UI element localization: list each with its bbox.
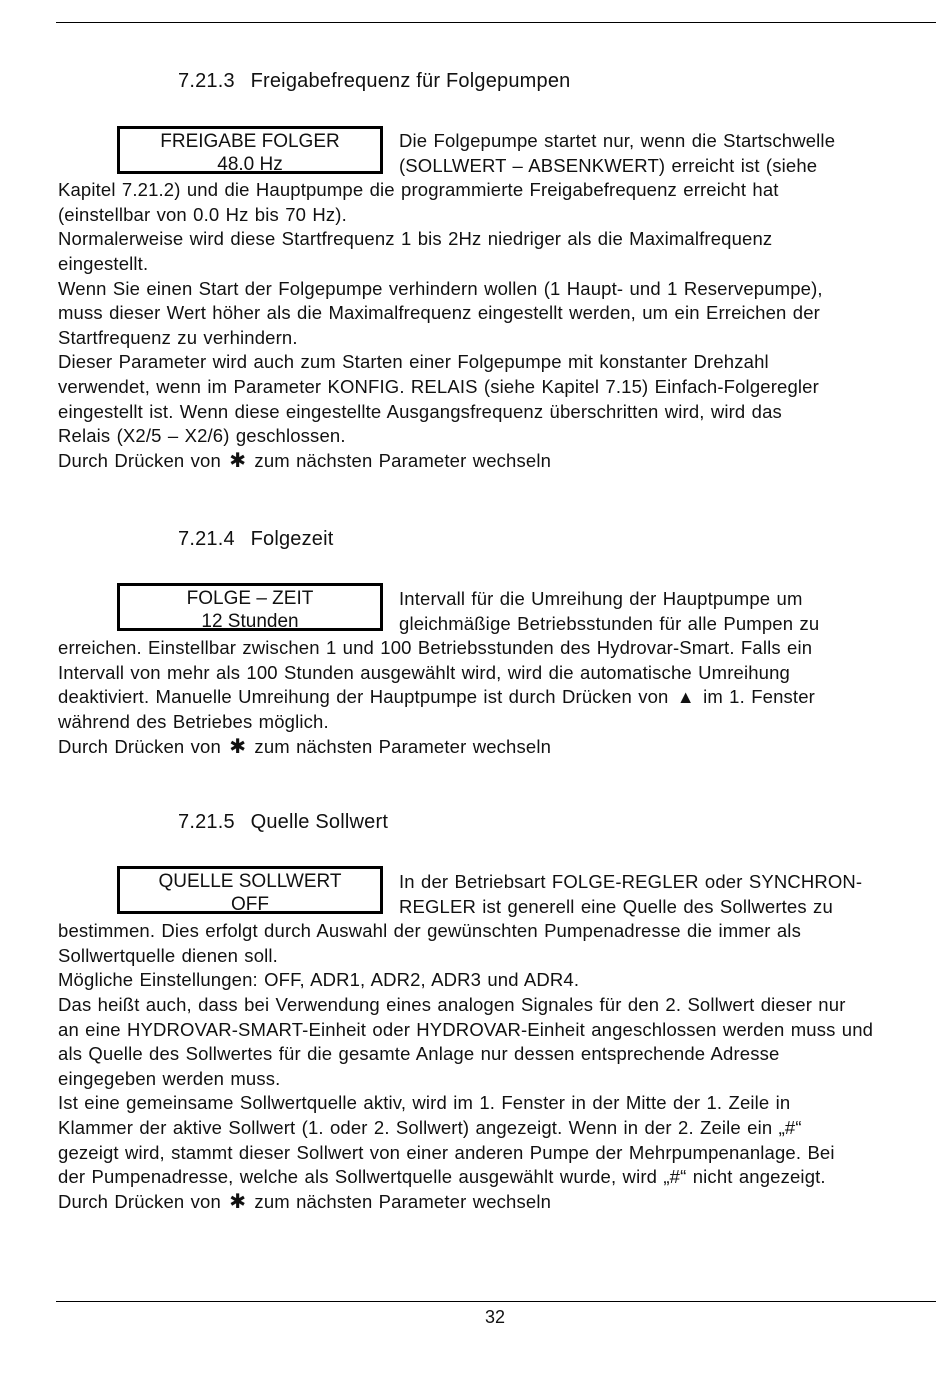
next-parameter-instruction	[58, 1190, 938, 1215]
section-title: Folgezeit	[250, 528, 334, 550]
body-line: Dieser Parameter wird auch zum Starten einer Folgepumpe mit konstanter Drehzahl	[58, 351, 769, 373]
body-line: erreichen. Einstellbar zwischen 1 und 100 Betriebsstunden des Hydrovar-Smart. Falls ein	[58, 637, 813, 659]
body-text: deaktiviert. Manuelle Umreihung der Hauptpumpe ist durch Drücken von	[58, 686, 669, 708]
body-line: REGLER ist generell eine Quelle des Sollwertes zu	[399, 895, 833, 917]
body-line: Klammer der aktive Sollwert (1. oder 2. Sollwert) angezeigt. Wenn in der 2. Zeile ein „#“	[58, 1116, 802, 1138]
body-line: der Pumpenadresse, welche als Sollwertquelle ausgewählt wurde, wird „#“ nicht angezeigt.	[58, 1166, 826, 1188]
next-parameter-instruction	[58, 735, 938, 760]
body-line: eingestellt.	[58, 252, 149, 274]
body-line: (SOLLWERT – ABSENKWERT) erreicht ist (siehe	[399, 154, 818, 176]
body-line: Normalerweise wird diese Startfrequenz 1 bis 2Hz niedriger als die Maximalfrequenz	[58, 228, 773, 250]
body-line: Relais (X2/5 – X2/6) geschlossen.	[58, 425, 346, 447]
section-body	[58, 870, 938, 1214]
instruction-suffix: zum nächsten Parameter wechseln	[254, 735, 552, 757]
body-line: Intervall für die Umreihung der Hauptpumpe um	[399, 588, 803, 609]
section-body	[58, 129, 938, 473]
body-line: Mögliche Einstellungen: OFF, ADR1, ADR2, ADR3 und ADR4.	[58, 969, 580, 991]
body-line: Die Folgepumpe startet nur, wenn die Startschwelle	[399, 130, 836, 151]
up-arrow-key-icon: ▲	[676, 687, 695, 708]
parameter-value: OFF	[231, 894, 269, 915]
section-body	[58, 587, 938, 759]
section-heading-7-21-5	[178, 811, 388, 834]
section-title: Freigabefrequenz für Folgepumpen	[250, 70, 571, 92]
body-line: Startfrequenz zu verhindern.	[58, 326, 298, 348]
star-key-icon: ✱	[229, 735, 247, 758]
parameter-name: FREIGABE FOLGER	[160, 131, 340, 152]
instruction-prefix: Durch Drücken von	[58, 1190, 221, 1212]
section-heading-7-21-3	[178, 70, 571, 93]
body-line: gezeigt wird, stammt dieser Sollwert von einer anderen Pumpe der Mehrpumpenanlage. Bei	[58, 1141, 835, 1163]
body-line: Das heißt auch, dass bei Verwendung eines analogen Signales für den 2. Sollwert dieser nur	[58, 993, 846, 1015]
instruction-suffix: zum nächsten Parameter wechseln	[254, 1190, 552, 1212]
instruction-suffix: zum nächsten Parameter wechseln	[254, 449, 552, 471]
section-number: 7.21.5	[178, 811, 235, 833]
parameter-name: FOLGE – ZEIT	[186, 588, 314, 609]
section-number: 7.21.3	[178, 70, 235, 92]
body-line: während des Betriebes möglich.	[58, 710, 329, 732]
body-line: eingegeben werden muss.	[58, 1067, 281, 1089]
body-line: Intervall von mehr als 100 Stunden ausgewählt wird, wird die automatische Umreihung	[58, 661, 790, 683]
body-line: muss dieser Wert höher als die Maximalfrequenz eingestellt werden, um ein Erreichen der	[58, 302, 820, 324]
body-line: Ist eine gemeinsame Sollwertquelle aktiv, wird im 1. Fenster in der Mitte der 1. Zeile in	[58, 1092, 791, 1114]
section-heading-7-21-4	[178, 528, 334, 551]
body-line: als Quelle des Sollwertes für die gesamte Anlage nur dessen entsprechende Adresse	[58, 1043, 780, 1065]
star-key-icon: ✱	[229, 1190, 247, 1213]
body-line: an eine HYDROVAR-SMART-Einheit oder HYDROVAR-Einheit angeschlossen werden muss und	[58, 1018, 874, 1040]
parameter-value: 48.0 Hz	[217, 154, 283, 175]
body-line: Wenn Sie einen Start der Folgepumpe verhindern wollen (1 Haupt- und 1 Reservepumpe),	[58, 277, 823, 299]
body-line: bestimmen. Dies erfolgt durch Auswahl der gewünschten Pumpenadresse die immer als	[58, 920, 801, 942]
star-key-icon: ✱	[229, 449, 247, 472]
next-parameter-instruction	[58, 449, 938, 474]
body-line: Sollwertquelle dienen soll.	[58, 944, 278, 966]
body-line: verwendet, wenn im Parameter KONFIG. RELAIS (siehe Kapitel 7.15) Einfach-Folgeregler	[58, 375, 819, 397]
body-text: im 1. Fenster	[703, 686, 815, 708]
page-number: 32	[484, 1307, 506, 1327]
body-line: Kapitel 7.21.2) und die Hauptpumpe die programmierte Freigabefrequenz erreicht hat	[58, 179, 779, 201]
body-line: (einstellbar von 0.0 Hz bis 70 Hz).	[58, 203, 347, 225]
instruction-prefix: Durch Drücken von	[58, 449, 221, 471]
instruction-prefix: Durch Drücken von	[58, 735, 221, 757]
footer-rule	[56, 1301, 936, 1302]
parameter-value: 12 Stunden	[201, 611, 299, 632]
header-rule	[56, 22, 936, 23]
section-number: 7.21.4	[178, 528, 235, 550]
section-title: Quelle Sollwert	[250, 811, 389, 833]
body-line: eingestellt ist. Wenn diese eingestellte Ausgangsfrequenz überschritten wird, wird das	[58, 400, 782, 422]
parameter-name: QUELLE SOLLWERT	[158, 871, 342, 892]
body-line: gleichmäßige Betriebsstunden für alle Pumpen zu	[399, 612, 820, 634]
body-line-with-arrow	[58, 685, 938, 710]
body-line: In der Betriebsart FOLGE-REGLER oder SYNCHRON-	[399, 871, 863, 892]
